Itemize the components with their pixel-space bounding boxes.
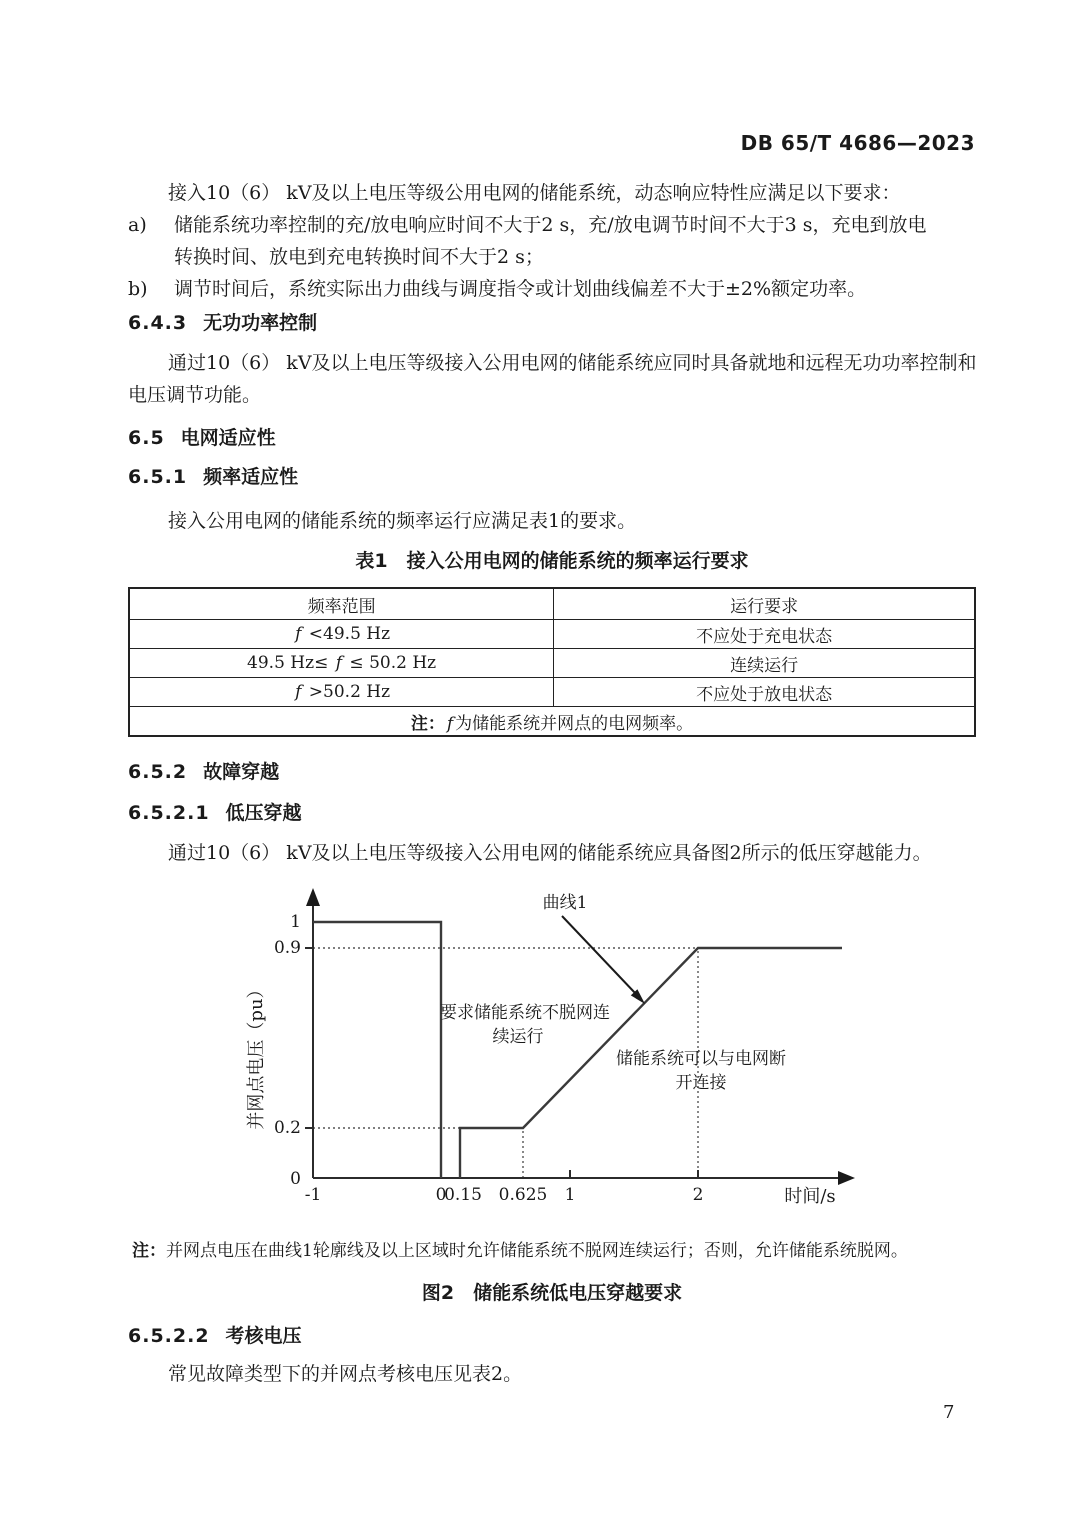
paragraph-6-4-3 bbox=[128, 347, 988, 411]
figure2-caption: 图2 储能系统低电压穿越要求 bbox=[421, 1282, 683, 1304]
heading-6-5-2 bbox=[128, 757, 279, 784]
figure2-note bbox=[132, 1236, 908, 1261]
note-label: 注： bbox=[132, 1241, 166, 1261]
range-text: >50.2 Hz bbox=[303, 682, 391, 702]
table-row bbox=[129, 678, 975, 707]
note-text: 并网点电压在曲线1轮廓线及以上区域时允许储能系统不脱网连续运行；否则，允许储能系统脱网。 bbox=[166, 1241, 908, 1261]
heading-title: 频率适应性 bbox=[203, 466, 299, 488]
freq-range-cell bbox=[129, 678, 554, 707]
paragraph-line: 接入10（6） kV及以上电压等级公用电网的储能系统，动态响应特性应满足以下要求： bbox=[168, 182, 901, 204]
curve-label-arrow bbox=[562, 916, 636, 994]
note-text: 为储能系统并网点的电网频率。 bbox=[455, 713, 694, 734]
x-tick-label: 0.625 bbox=[498, 1185, 548, 1205]
y-axis-arrow-icon bbox=[306, 888, 320, 906]
x-tick-label: 0.15 bbox=[444, 1185, 482, 1205]
paragraph-line: 储能系统功率控制的充/放电响应时间不大于2 s，充/放电调节时间不大于3 s，充电到放电 bbox=[174, 214, 927, 236]
f-symbol: f bbox=[295, 624, 302, 644]
requirement-cell: 连续运行 bbox=[554, 649, 975, 678]
heading-title: 电网适应性 bbox=[180, 427, 276, 449]
heading-number: 6.5 bbox=[128, 427, 165, 449]
paragraph-6-5-1 bbox=[128, 505, 988, 537]
heading-title: 低压穿越 bbox=[225, 802, 302, 824]
range-text: <49.5 Hz bbox=[303, 624, 391, 644]
f-symbol: f bbox=[295, 682, 302, 702]
freq-range-cell bbox=[129, 620, 554, 649]
heading-6-5-2-1 bbox=[128, 798, 302, 825]
paragraph-6-5-2-1 bbox=[128, 837, 988, 869]
column-header: 频率范围 bbox=[129, 588, 554, 620]
paragraph-line: 通过10（6） kV及以上电压等级接入公用电网的储能系统应具备图2所示的低压穿越能力。 bbox=[168, 842, 932, 864]
table-row bbox=[129, 649, 975, 678]
x-tick-label: 0 bbox=[435, 1185, 447, 1205]
heading-number: 6.5.2 bbox=[128, 761, 188, 783]
f-symbol: f bbox=[446, 713, 454, 734]
table-note-row bbox=[129, 707, 975, 737]
table1-caption: 表1 接入公用电网的储能系统的频率运行要求 bbox=[355, 550, 749, 572]
list-marker: b) bbox=[128, 278, 148, 300]
paragraph-6-5-2-2 bbox=[128, 1358, 988, 1390]
paragraph-line: 通过10（6） kV及以上电压等级接入公用电网的储能系统应同时具备就地和远程无功功率控制和 bbox=[168, 352, 977, 374]
x-tick-label: -1 bbox=[304, 1185, 322, 1205]
x-tick-label: 1 bbox=[564, 1185, 576, 1205]
requirement-cell: 不应处于充电状态 bbox=[554, 620, 975, 649]
list-item-text bbox=[174, 273, 866, 305]
f-symbol: f bbox=[335, 653, 343, 673]
list-item-b bbox=[128, 273, 988, 305]
heading-title: 故障穿越 bbox=[203, 761, 280, 783]
heading-number: 6.4.3 bbox=[128, 312, 188, 334]
paragraph-line: 常见故障类型下的并网点考核电压见表2。 bbox=[168, 1363, 523, 1385]
annotation-stay-connected bbox=[440, 1003, 610, 1047]
y-axis-label: 并网点电压（pu） bbox=[246, 980, 267, 1130]
x-axis-arrow-icon bbox=[838, 1171, 855, 1185]
annotation-line: 储能系统可以与电网断 bbox=[616, 1049, 786, 1069]
dynamic-response-block bbox=[128, 177, 988, 305]
doc-code-header: DB 65/T 4686—2023 bbox=[740, 131, 975, 155]
paragraph-line: 调节时间后，系统实际出力曲线与调度指令或计划曲线偏差不大于±2%额定功率。 bbox=[174, 278, 867, 300]
x-tick-label: 2 bbox=[692, 1185, 704, 1205]
heading-6-4-3 bbox=[128, 308, 317, 335]
heading-number: 6.5.2.2 bbox=[128, 1325, 210, 1347]
range-text: ≤ 50.2 Hz bbox=[344, 653, 437, 673]
column-header: 运行要求 bbox=[554, 588, 975, 620]
table-note-cell bbox=[129, 707, 975, 737]
curve-label: 曲线1 bbox=[542, 893, 588, 913]
heading-6-5 bbox=[128, 423, 276, 450]
y-tick-label: 0.2 bbox=[273, 1118, 301, 1138]
paragraph-line: 转换时间、放电到充电转换时间不大于2 s； bbox=[174, 246, 544, 268]
table1-frequency-requirements bbox=[128, 587, 976, 737]
y-tick-label: 1 bbox=[290, 912, 301, 932]
heading-number: 6.5.1 bbox=[128, 466, 188, 488]
heading-6-5-1 bbox=[128, 462, 298, 489]
paragraph-line: 接入公用电网的储能系统的频率运行应满足表1的要求。 bbox=[168, 510, 637, 532]
range-text: 49.5 Hz≤ bbox=[247, 653, 334, 673]
list-item-a bbox=[128, 209, 988, 273]
note-label: 注： bbox=[410, 713, 445, 734]
annotation-line: 续运行 bbox=[492, 1027, 544, 1047]
annotation-line: 要求储能系统不脱网连 bbox=[440, 1003, 610, 1023]
list-item-text bbox=[174, 209, 927, 273]
heading-number: 6.5.2.1 bbox=[128, 802, 210, 824]
page-number: 7 bbox=[943, 1402, 955, 1423]
paragraph-line: 电压调节功能。 bbox=[128, 384, 262, 406]
axes bbox=[305, 902, 841, 1178]
heading-6-5-2-2 bbox=[128, 1321, 302, 1348]
requirement-cell: 不应处于放电状态 bbox=[554, 678, 975, 707]
table-header-row bbox=[129, 588, 975, 620]
heading-title: 无功功率控制 bbox=[203, 312, 318, 334]
table-row bbox=[129, 620, 975, 649]
lvrt-chart bbox=[235, 880, 895, 1225]
freq-range-cell bbox=[129, 649, 554, 678]
y-tick-label: 0.9 bbox=[273, 938, 301, 958]
x-axis-label: 时间/s bbox=[784, 1186, 836, 1207]
annotation-line: 开连接 bbox=[675, 1073, 727, 1093]
annotation-may-disconnect bbox=[616, 1049, 786, 1093]
list-marker: a) bbox=[128, 214, 147, 236]
y-tick-label: 0 bbox=[290, 1169, 301, 1189]
heading-title: 考核电压 bbox=[225, 1325, 302, 1347]
